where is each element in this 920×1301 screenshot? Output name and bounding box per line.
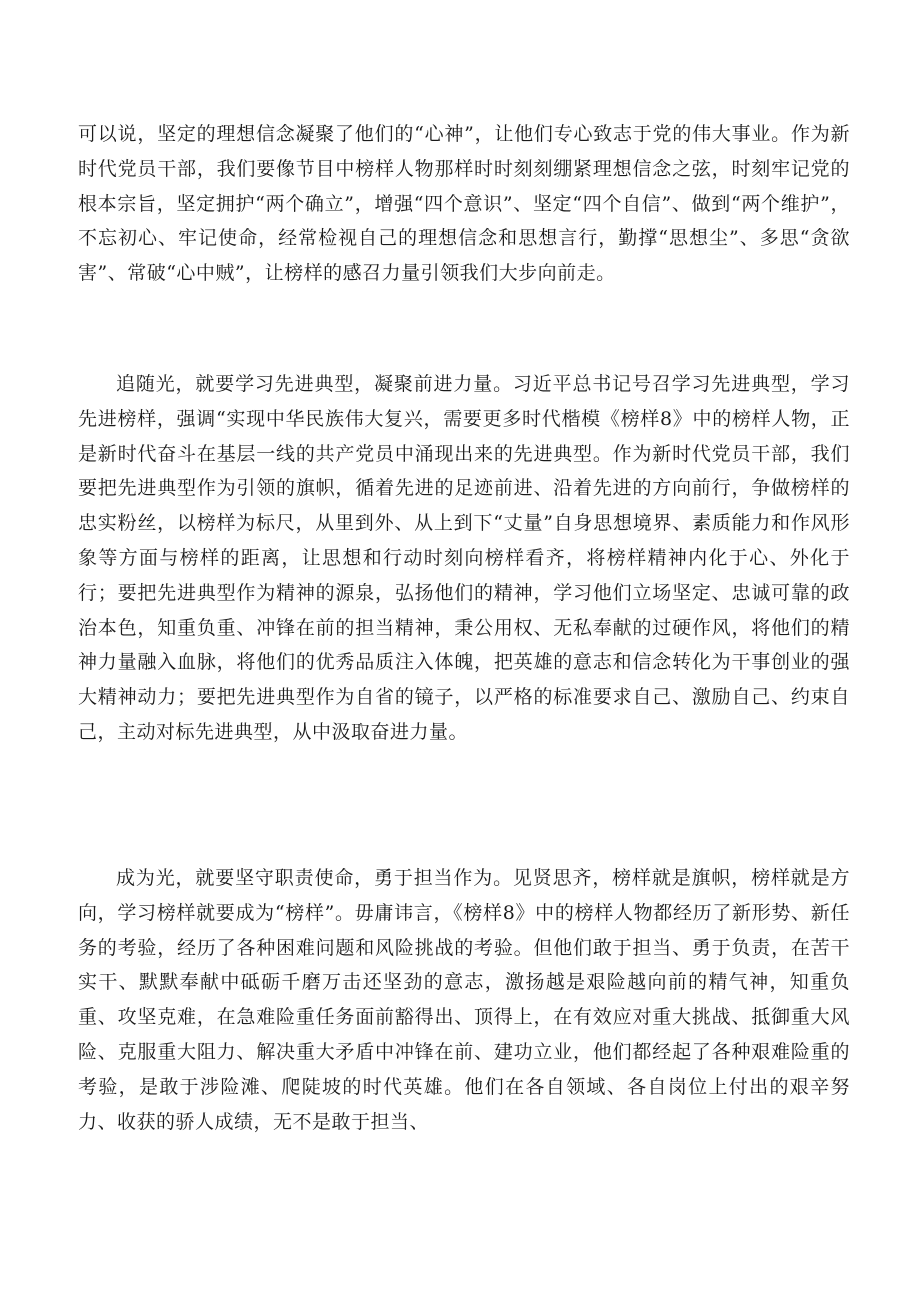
paragraph-1: 可以说，坚定的理想信念凝聚了他们的“心神”，让他们专心致志于党的伟大事业。作为新时代党员干部，我们要像节目中榜样人物那样时时刻刻绷紧理想信念之弦，时刻牢记党的根本宗旨，坚定拥护“两个确立”，增强“四个意识”、坚定“四个自信”、做到“两个维护”，不忘初心、牢记使命，经常检视自己的理想信念和思想言行，勤撑“思想尘”、多思“贪欲害”、常破“心中贼”，让榜样的感召力量引领我们大步向前走。 <box>78 123 850 285</box>
paragraph-3: 成为光，就要坚守职责使命，勇于担当作为。见贤思齐，榜样就是旗帜，榜样就是方向，学习榜样就要成为“榜样”。毋庸讳言，《榜样8》中的榜样人物都经历了新形势、新任务的考验，经历了各种困难问题和风险挑战的考验。但他们敢于担当、勇于负责，在苦干实干、默默奉献中砥砺千磨万击还坚劲的意志，激扬越是艰险越向前的精气神，知重负重、攻坚克难，在急难险重任务面前豁得出、顶得上，在有效应对重大挑战、抵御重大风险、克服重大阻力、解决重大矛盾中冲锋在前、建功立业，他们都经起了各种艰难险重的考验，是敢于涉险滩、爬陡坡的时代英雄。他们在各自领域、各自岗位上付出的艰辛努力、收获的骄人成绩，无不是敢于担当、 <box>78 867 850 1133</box>
paragraph-2: 追随光，就要学习先进典型，凝聚前进力量。习近平总书记号召学习先进典型，学习先进榜样，强调“实现中华民族伟大复兴，需要更多时代楷模《榜样8》中的榜样人物，正是新时代奋斗在基层一线的共产党员中涌现出来的先进典型。作为新时代党员干部，我们要把先进典型作为引领的旗帜，循着先进的足迹前进、沿着先进的方向前行，争做榜样的忠实粉丝，以榜样为标尺，从里到外、从上到下“丈量”自身思想境界、素质能力和作风形象等方面与榜样的距离，让思想和行动时刻向榜样看齐，将榜样精神内化于心、外化于行；要把先进典型作为精神的源泉，弘扬他们的精神，学习他们立场坚定、忠诚可靠的政治本色，知重负重、冲锋在前的担当精神，秉公用权、无私奉献的过硬作风，将他们的精神力量融入血脉，将他们的优秀品质注入体魄，把英雄的意志和信念转化为干事创业的强大精神动力；要把先进典型作为自省的镜子，以严格的标准要求自己、激励自己、约束自己，主动对标先进典型，从中汲取奋进力量。 <box>78 373 850 743</box>
